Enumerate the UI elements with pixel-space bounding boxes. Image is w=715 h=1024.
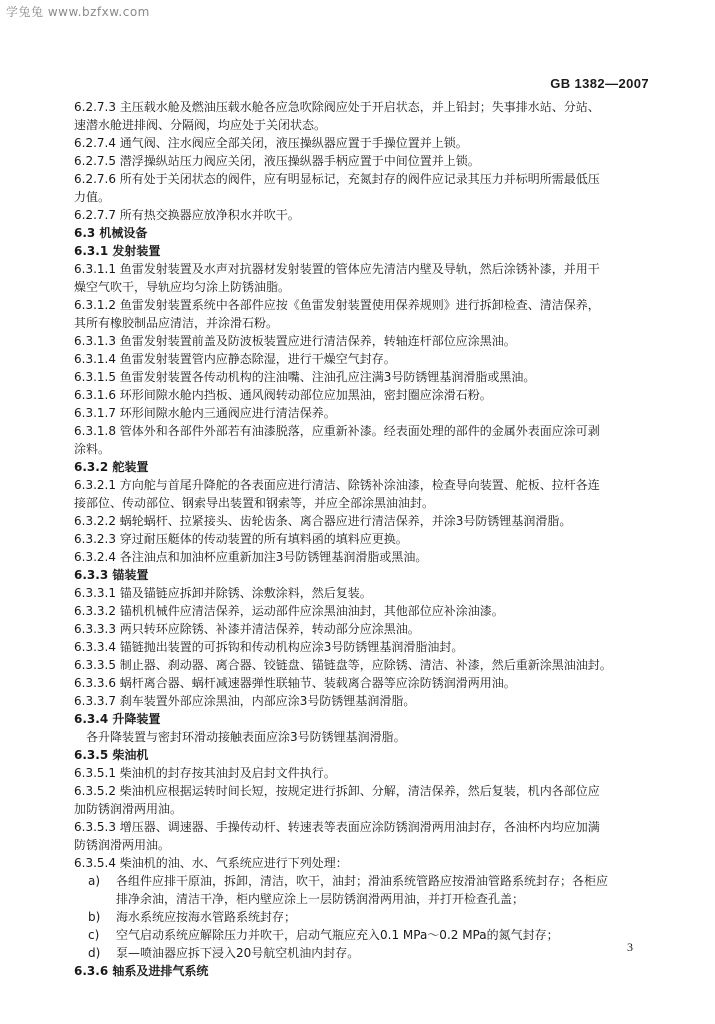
list-item (74, 944, 662, 962)
list-item (74, 908, 662, 926)
text-line: 6.3.5.3 增压器、调速器、手操传动杆、转速表等表面应涂防锈润滑两用油封存，各油杯内均应加满 (74, 820, 600, 834)
text-line: 接部位、传动部位、钢索导出装置和钢索等，并应全部涂黑油油封。 (74, 496, 435, 510)
list-item (74, 872, 662, 890)
text-line: 6.2.7.6 所有处于关闭状态的阀件，应有明显标记，充氮封存的阀件应记录其压力并标明所需最低压 (74, 172, 600, 186)
text-line: 6.3.1.8 管体外和各部件外部若有油漆脱落，应重新补漆。经表面处理的部件的金属外表面应涂可剥 (74, 424, 600, 438)
section-heading: 6.3.3 锚装置 (74, 568, 149, 582)
text-line: 6.3.3.1 锚及锚链应拆卸并除锈、涂敷涂料，然后复装。 (74, 586, 372, 600)
text-line: 6.3.3.7 刹车装置外部应涂黑油，内部应涂3号防锈锂基润滑脂。 (74, 694, 416, 708)
text-line: 6.2.7.5 潜浮操纵站压力阀应关闭，液压操纵器手柄应置于中间位置并上锁。 (74, 154, 480, 168)
list-item-text: 各组件应排干原油，拆卸，清洁，吹干，油封；滑油系统管路应按滑油管路系统封存；各柜应 (116, 874, 609, 888)
text-line: 涂料。 (74, 442, 111, 456)
text-line: 6.3.3.3 两只转环应除锈、补漆并清洁保养，转动部分应涂黑油。 (74, 622, 420, 636)
text-line: 6.3.1.1 鱼雷发射装置及水声对抗器材发射装置的管体应先清洁内壁及导轨，然后涂锈补漆，并用干 (74, 262, 600, 276)
text-line: 6.3.5.2 柴油机应根据运转时间长短，按规定进行拆卸、分解，清洁保养，然后复装，机内各部位应 (74, 784, 600, 798)
text-line: 6.3.1.7 环形间隙水舱内三通阀应进行清洁保养。 (74, 406, 336, 420)
watermark: 学兔兔 www.bzfxw.com (6, 5, 150, 19)
text-line: 6.3.1.3 鱼雷发射装置前盖及防波板装置应进行清洁保养，转轴连杆部位应涂黑油。 (74, 334, 516, 348)
text-line: 其所有橡胶制品应清洁，并涂滑石粉。 (74, 316, 279, 330)
list-item-text: 泵—喷油器应拆下浸入20号航空机油内封存。 (116, 946, 360, 960)
text-line: 各升降装置与密封环滑动接触表面应涂3号防锈锂基润滑脂。 (86, 730, 406, 744)
text-line: 6.3.3.6 蜗杆离合器、蜗杆减速器弹性联轴节、装载离合器等应涂防锈润滑两用油。 (74, 676, 516, 690)
list-marker: d) (88, 946, 101, 960)
list-marker: b) (88, 910, 101, 924)
text-line: 6.3.2.1 方向舵与首尾升降舵的各表面应进行清洁、除锈补涂油漆，检查导向装置、舵板、拉杆各连 (74, 478, 600, 492)
text-line: 6.2.7.7 所有热交换器应放净积水并吹干。 (74, 208, 300, 222)
text-line: 6.3.2.3 穿过耐压艇体的传动装置的所有填料函的填料应更换。 (74, 532, 408, 546)
text-line: 6.3.1.5 鱼雷发射装置各传动机构的注油嘴、注油孔应注满3号防锈锂基润滑脂或黑油。 (74, 370, 536, 384)
section-heading: 6.3.6 轴系及进排气系统 (74, 964, 209, 978)
text-line: 6.3.3.2 锚机机械件应清洁保养，运动部件应涂黑油油封，其他部位应补涂油漆。 (74, 604, 504, 618)
list-marker: c) (88, 928, 100, 942)
list-item-text: 海水系统应按海水管路系统封存； (116, 910, 297, 924)
section-heading: 6.3.1 发射装置 (74, 244, 161, 258)
text-line: 6.3.2.2 蜗轮蜗杆、拉紧接头、齿轮齿条、离合器应进行清洁保养，并涂3号防锈锂基润滑脂。 (74, 514, 572, 528)
text-line: 6.2.7.3 主压载水舱及燃油压载水舱各应急吹除阀应处于开启状态，并上铅封；失事排水站、分站、 (74, 100, 600, 114)
text-line: 速潜水舱进排阀、分隔阀，均应处于关闭状态。 (74, 118, 327, 132)
text-line: 6.3.5.1 柴油机的封存按其油封及启封文件执行。 (74, 766, 336, 780)
text-line: 6.3.1.4 鱼雷发射装置管内应静态除湿，进行干燥空气封存。 (74, 352, 396, 366)
text-line: 6.3.3.4 锚链抛出装置的可拆钩和传动机构应涂3号防锈锂基润滑脂油封。 (74, 640, 464, 654)
text-line: 防锈润滑两用油。 (74, 838, 171, 852)
list-item (74, 926, 662, 944)
list-item-continuation: 排净余油，清洁干净，柜内壁应涂上一层防锈润滑两用油，并打开检查孔盖； (116, 892, 525, 906)
text-line: 6.2.7.4 通气阀、注水阀应全部关闭，液压操纵器应置于手操位置并上锁。 (74, 136, 468, 150)
section-heading: 6.3.5 柴油机 (74, 748, 149, 762)
text-line: 6.3.1.2 鱼雷发射装置系统中各部件应按《鱼雷发射装置使用保养规则》进行拆卸检查、清洁保养， (74, 298, 600, 312)
section-heading: 6.3.4 升降装置 (74, 712, 161, 726)
section-heading: 6.3.2 舵装置 (74, 460, 149, 474)
text-line: 6.3.1.6 环形间隙水舱内挡板、通风阀转动部位应加黑油，密封圈应涂滑石粉。 (74, 388, 492, 402)
standard-number: GB 1382—2007 (550, 76, 649, 91)
text-line: 燥空气吹干，导轨应均匀涂上防锈油脂。 (74, 280, 291, 294)
text-line: 6.3.3.5 制止器、刹动器、离合器、铰链盘、锚链盘等，应除锈、清洁、补漆，然后重新涂黑油油封。 (74, 658, 612, 672)
document-body (74, 98, 662, 980)
text-line: 6.3.5.4 柴油机的油、水、气系统应进行下列处理： (74, 856, 348, 870)
page-number: 3 (627, 940, 633, 954)
text-line: 加防锈润滑两用油。 (74, 802, 183, 816)
text-line: 6.3.2.4 各注油点和加油杯应重新加注3号防锈锂基润滑脂或黑油。 (74, 550, 428, 564)
section-heading: 6.3 机械设备 (74, 226, 148, 240)
list-item-text: 空气启动系统应解除压力并吹干，启动气瓶应充入0.1 MPa～0.2 MPa的氮气封存； (116, 928, 559, 942)
list-marker: a) (88, 874, 101, 888)
text-line: 力值。 (74, 190, 111, 204)
